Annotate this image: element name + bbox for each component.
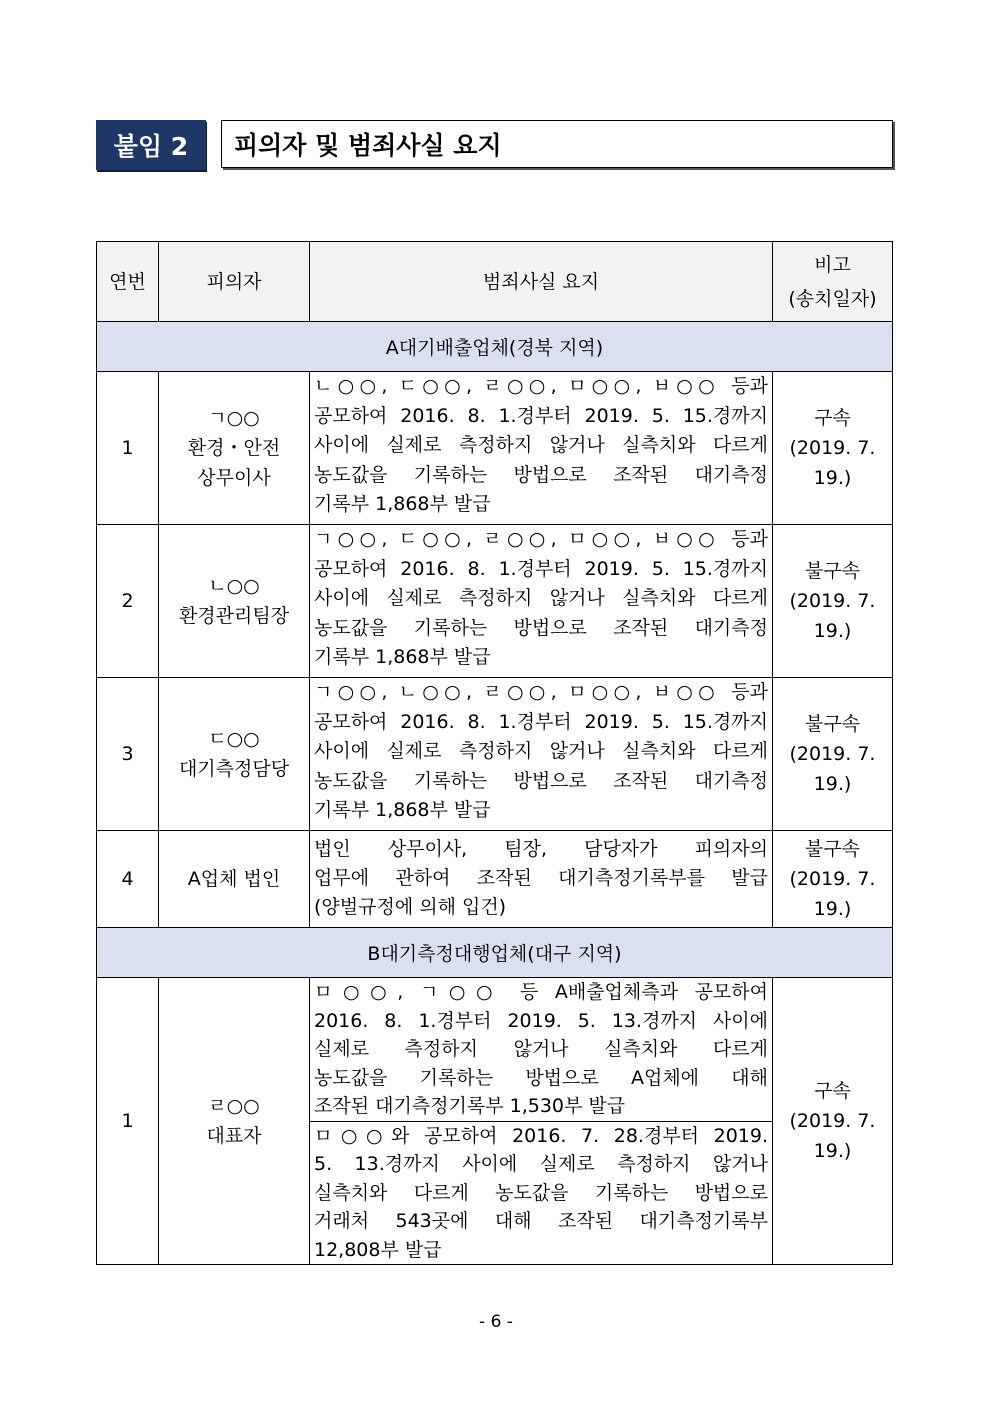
facts-cell — [310, 678, 773, 831]
suspect-line: ㄹ○○ — [208, 1095, 260, 1117]
facts-block — [310, 978, 772, 1121]
suspect-line: 대기측정담당 — [178, 758, 290, 780]
facts-line: ㅁ○○, ㄱ○○ 등 A배출업체측과 공모하여 — [314, 981, 768, 1003]
facts-block — [310, 525, 772, 673]
facts-line: 농도값을 기록하는 방법으로 A업체에 대해 — [314, 1066, 768, 1089]
attachment-badge: 붙임 2 — [96, 120, 206, 170]
remarks-cell — [773, 372, 893, 525]
row-number: 1 — [97, 978, 159, 1265]
suspect-line: ㄱ○○ — [208, 407, 260, 429]
facts-line: 5. 13.경까지 사이에 실제로 측정하지 않거나 — [314, 1153, 768, 1175]
remarks-cell — [773, 831, 893, 928]
table-row — [97, 831, 893, 928]
custody-status: 불구속 — [804, 713, 861, 735]
suspect-cell — [159, 978, 310, 1265]
suspect-line: ㄴ○○ — [208, 575, 260, 597]
suspect-cell — [159, 525, 310, 678]
facts-line: 공모하여 2016. 8. 1.경부터 2019. 5. 15.경까지 — [314, 710, 768, 733]
referral-date: (2019. 7. 19.) — [789, 868, 876, 920]
suspect-line: 환경관리팀장 — [178, 605, 290, 627]
facts-line: 사이에 실제로 측정하지 않거나 실측치와 다르게 — [314, 434, 768, 457]
row-number: 4 — [97, 831, 159, 928]
custody-status: 구속 — [814, 1080, 851, 1102]
facts-block — [310, 372, 772, 520]
col-header-suspect: 피의자 — [159, 242, 310, 322]
facts-line: 공모하여 2016. 8. 1.경부터 2019. 5. 15.경까지 — [314, 404, 768, 427]
facts-line: 농도값을 기록하는 방법으로 조작된 대기측정 — [314, 463, 768, 486]
custody-status: 불구속 — [804, 560, 861, 582]
col-header-facts: 범죄사실 요지 — [310, 242, 773, 322]
referral-date: (2019. 7. 19.) — [789, 590, 876, 642]
table-row — [97, 372, 893, 525]
custody-status: 불구속 — [804, 838, 861, 860]
facts-cell — [310, 978, 773, 1265]
facts-cell — [310, 525, 773, 678]
referral-date: (2019. 7. 19.) — [789, 437, 876, 489]
facts-line: ㄱ○○, ㄴ○○, ㄹ○○, ㅁ○○, ㅂ○○ 등과 — [314, 681, 768, 703]
facts-line: 농도값을 기록하는 방법으로 조작된 대기측정 — [314, 616, 768, 639]
facts-line: 실측치와 다르게 농도값을 기록하는 방법으로 — [314, 1181, 768, 1204]
col-header-remarks-label: 비고 — [814, 253, 851, 276]
facts-line: ㅁ○○와 공모하여 2016. 7. 28.경부터 2019. — [314, 1124, 768, 1147]
section-row — [97, 928, 893, 978]
remarks-cell — [773, 978, 893, 1265]
facts-cell — [310, 831, 773, 928]
facts-block — [310, 678, 772, 826]
table-row — [97, 978, 893, 1265]
facts-line: ㄱ○○, ㄷ○○, ㄹ○○, ㅁ○○, ㅂ○○ 등과 — [314, 528, 768, 550]
facts-line: 기록부 1,868부 발급 — [314, 646, 491, 669]
remarks-cell — [773, 525, 893, 678]
custody-status: 구속 — [814, 407, 851, 429]
section-title: B대기측정대행업체(대구 지역) — [97, 928, 893, 978]
facts-line: 법인 상무이사, 팀장, 담당자가 피의자의 — [314, 838, 768, 860]
referral-date: (2019. 7. 19.) — [789, 1110, 876, 1162]
suspect-line: A업체 법인 — [187, 868, 281, 890]
suspect-cell — [159, 372, 310, 525]
referral-date: (2019. 7. 19.) — [789, 743, 876, 795]
facts-line: ㄴ○○, ㄷ○○, ㄹ○○, ㅁ○○, ㅂ○○ 등과 — [314, 375, 768, 397]
facts-line: 공모하여 2016. 8. 1.경부터 2019. 5. 15.경까지 — [314, 557, 768, 580]
facts-line: 업무에 관하여 조작된 대기측정기록부를 발급 — [314, 867, 768, 889]
remarks-cell — [773, 678, 893, 831]
row-number: 2 — [97, 525, 159, 678]
table-row — [97, 525, 893, 678]
suspect-cell — [159, 831, 310, 928]
suspect-line: 상무이사 — [197, 467, 271, 489]
facts-line: 조작된 대기측정기록부 1,530부 발급 — [314, 1095, 626, 1117]
facts-block — [310, 831, 772, 922]
facts-line: 사이에 실제로 측정하지 않거나 실측치와 다르게 — [314, 740, 768, 763]
facts-line: 거래처 543곳에 대해 조작된 대기측정기록부 — [314, 1210, 768, 1232]
facts-line: 사이에 실제로 측정하지 않거나 실측치와 다르게 — [314, 587, 768, 610]
facts-line: 농도값을 기록하는 방법으로 조작된 대기측정 — [314, 769, 768, 792]
facts-line: 12,808부 발급 — [314, 1238, 442, 1261]
col-header-no: 연번 — [97, 242, 159, 322]
facts-line: 기록부 1,868부 발급 — [314, 799, 491, 822]
col-header-remarks — [773, 242, 893, 322]
table-header-row — [97, 242, 893, 322]
table-row — [97, 678, 893, 831]
facts-line: 2016. 8. 1.경부터 2019. 5. 13.경까지 사이에 — [314, 1009, 768, 1032]
facts-line: (양벌규정에 의해 입건) — [314, 896, 507, 918]
facts-cell — [310, 372, 773, 525]
suspect-line: 환경・안전 — [187, 437, 281, 459]
facts-line: 기록부 1,868부 발급 — [314, 493, 491, 516]
page-number: - 6 - — [479, 1312, 513, 1332]
suspect-line: ㄷ○○ — [208, 728, 260, 750]
facts-line: 실제로 측정하지 않거나 실측치와 다르게 — [314, 1038, 768, 1060]
section-row — [97, 322, 893, 372]
section-title: A대기배출업체(경북 지역) — [97, 322, 893, 372]
row-number: 1 — [97, 372, 159, 525]
facts-block — [310, 1121, 772, 1265]
page-title: 피의자 및 범죄사실 요지 — [221, 120, 893, 168]
col-header-remarks-date: (송치일자) — [788, 287, 877, 310]
suspect-line: 대표자 — [206, 1125, 262, 1147]
suspect-cell — [159, 678, 310, 831]
suspects-table — [96, 241, 893, 1265]
row-number: 3 — [97, 678, 159, 831]
